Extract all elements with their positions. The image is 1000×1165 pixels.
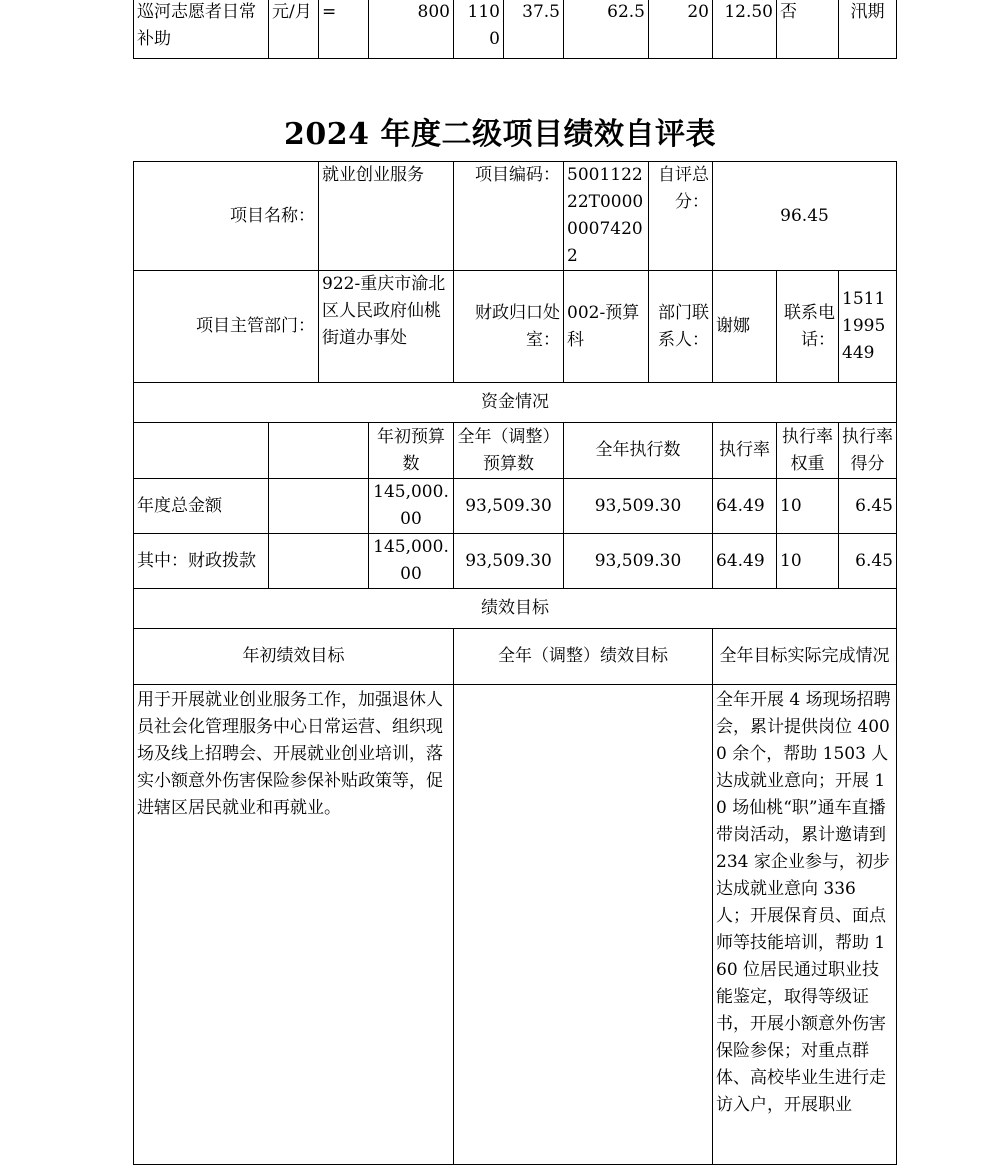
funds-row-label: 其中：财政拨款	[134, 534, 269, 589]
project-code-value: 500112222T000000074202	[564, 162, 649, 271]
funds-adjusted-cell: 93,509.30	[454, 479, 564, 534]
previous-table-row	[134, 0, 897, 59]
prev-flag: 否	[777, 0, 839, 59]
goals-header-actual: 全年目标实际完成情况	[713, 629, 897, 685]
funds-section-title: 资金情况	[134, 383, 897, 423]
funds-header-blank	[134, 423, 269, 479]
funds-adjusted-cell: 93,509.30	[454, 534, 564, 589]
department-row	[134, 271, 897, 383]
prev-value-5: 20	[649, 0, 713, 59]
funds-row-blank	[269, 479, 369, 534]
prev-value-2: 1100	[454, 0, 504, 59]
prev-unit: 元/月	[269, 0, 319, 59]
prev-value-6: 12.50	[713, 0, 777, 59]
evaluation-table	[133, 161, 897, 1165]
department-label: 项目主管部门：	[134, 271, 319, 383]
funds-weight-cell: 10	[777, 534, 839, 589]
project-name-value: 就业创业服务	[319, 162, 454, 271]
funds-initial-cell: 145,000.00	[369, 534, 454, 589]
funds-header-blank-2	[269, 423, 369, 479]
department-value: 922-重庆市渝北区人民政府仙桃街道办事处	[319, 271, 454, 383]
funds-header-adjusted: 全年（调整）预算数	[454, 423, 564, 479]
funds-header-initial: 年初预算数	[369, 423, 454, 479]
goals-header-adjusted: 全年（调整）绩效目标	[454, 629, 713, 685]
funds-section-row	[134, 383, 897, 423]
funds-header-weight: 执行率权重	[777, 423, 839, 479]
funds-row-label: 年度总金额	[134, 479, 269, 534]
goals-initial-text: 用于开展就业创业服务工作，加强退休人员社会化管理服务中心日常运营、组织现场及线上招聘会、开展就业创业培训，落实小额意外伤害保险参保补贴政策等，促进辖区居民就业和再就业。	[134, 685, 454, 1165]
funds-header-rate: 执行率	[713, 423, 777, 479]
prev-period: 汛期	[839, 0, 897, 59]
prev-value-3: 37.5	[504, 0, 564, 59]
funds-header-row	[134, 423, 897, 479]
prev-value-4: 62.5	[564, 0, 649, 59]
page-title: 2024 年度二级项目绩效自评表	[284, 117, 716, 152]
goals-header-row	[134, 629, 897, 685]
phone-label: 联系电话：	[777, 271, 839, 383]
project-code-label: 项目编码：	[454, 162, 564, 271]
prev-value-1: 800	[369, 0, 454, 59]
prev-item-name: 巡河志愿者日常补助	[134, 0, 269, 59]
contact-label: 部门联系人：	[649, 271, 713, 383]
funds-weight-cell: 10	[777, 479, 839, 534]
funds-row-fiscal	[134, 534, 897, 589]
funds-rate-cell: 64.49	[713, 479, 777, 534]
funds-executed-cell: 93,509.30	[564, 534, 713, 589]
prev-operator: =	[319, 0, 369, 59]
project-info-row	[134, 162, 897, 271]
funds-initial-cell: 145,000.00	[369, 479, 454, 534]
funds-score-cell: 6.45	[839, 534, 897, 589]
phone-value: 15111995449	[839, 271, 897, 383]
finance-office-value: 002-预算科	[564, 271, 649, 383]
goals-content-row	[134, 685, 897, 1165]
previous-table	[133, 0, 897, 59]
contact-value: 谢娜	[713, 271, 777, 383]
funds-row-total	[134, 479, 897, 534]
funds-row-blank	[269, 534, 369, 589]
goals-header-initial: 年初绩效目标	[134, 629, 454, 685]
self-score-value: 96.45	[713, 162, 897, 271]
funds-header-score: 执行率得分	[839, 423, 897, 479]
goals-actual-text: 全年开展 4 场现场招聘会，累计提供岗位 4000 余个，帮助 1503 人达成就业意向；开展 10 场仙桃“职”通车直播带岗活动，累计邀请到 234 家企业参与，初步达成就业意向 336 人；开展保育员、面点师等技能培训，帮助 160 位居民通过职业技能鉴定，取得等级证书，开展小额意外伤害保险参保；对重点群体、高校毕业生进行走访入户，开展职业	[713, 685, 897, 1165]
funds-header-executed: 全年执行数	[564, 423, 713, 479]
goals-section-row	[134, 589, 897, 629]
finance-office-label: 财政归口处室：	[454, 271, 564, 383]
self-score-label: 自评总分：	[649, 162, 713, 271]
project-name-label: 项目名称：	[134, 162, 319, 271]
goals-adjusted-text	[454, 685, 713, 1165]
goals-section-title: 绩效目标	[134, 589, 897, 629]
funds-rate-cell: 64.49	[713, 534, 777, 589]
funds-score-cell: 6.45	[839, 479, 897, 534]
funds-executed-cell: 93,509.30	[564, 479, 713, 534]
